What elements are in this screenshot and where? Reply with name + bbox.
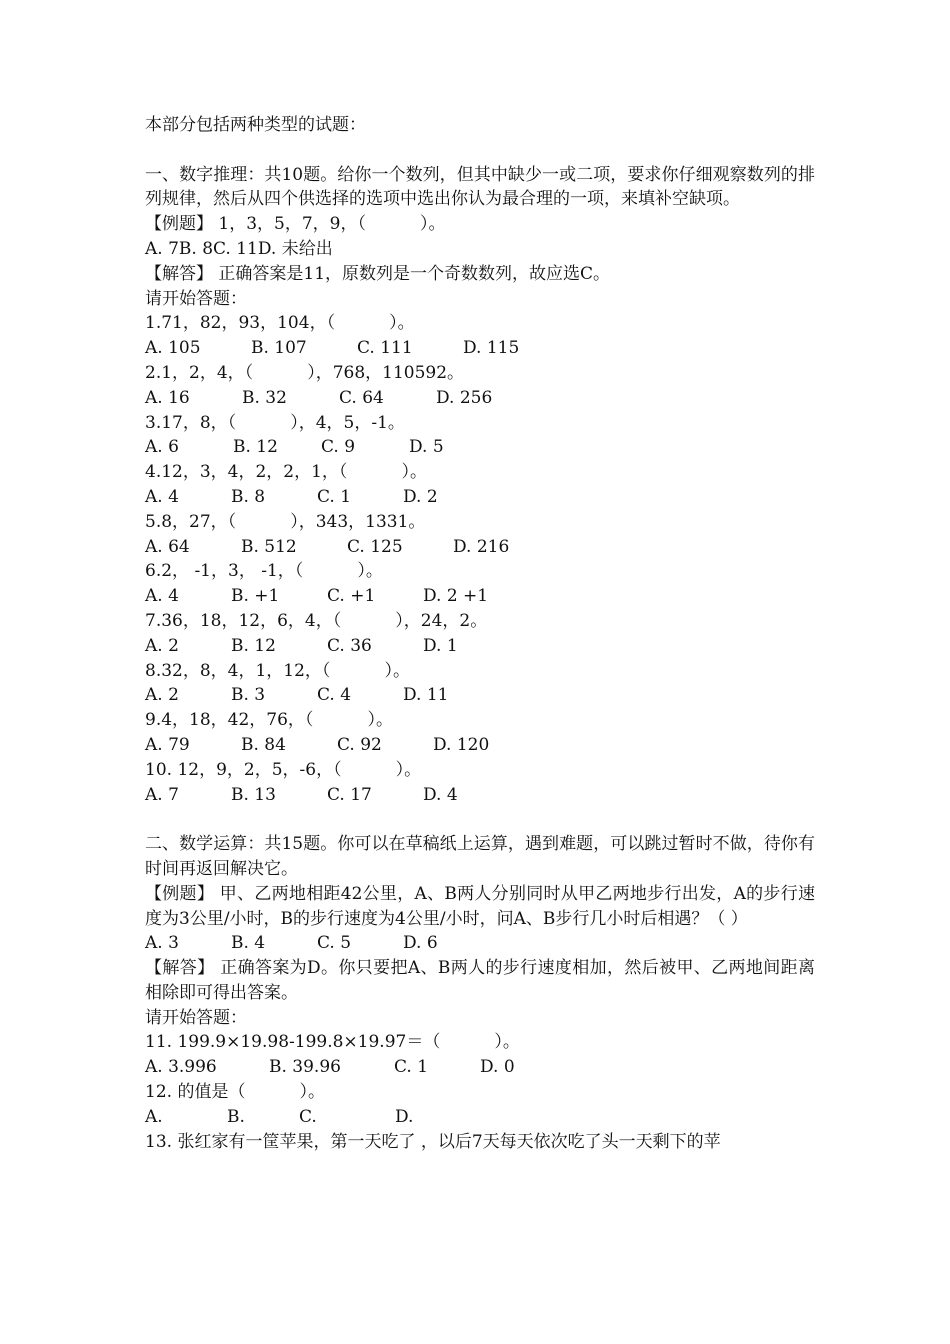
section1-heading: 一、数字推理：共10题。给你一个数列，但其中缺少一或二项，要求你仔细观察数列的排列规律，然后从四个供选择的选项中选出你认为最合理的一项，来填补空缺项。 — [145, 164, 815, 210]
question: 5.8，27，（ ），343，1331。 — [145, 511, 426, 532]
option-c: C. 1 — [394, 1057, 429, 1078]
option-a: A. 2 — [145, 635, 179, 656]
option-c: C. 92 — [337, 734, 382, 755]
option-b: B. 8 — [231, 486, 266, 507]
option-a: A. 3 — [145, 933, 179, 954]
question-list — [145, 311, 815, 807]
option-a: A. 6 — [145, 437, 179, 458]
option-d: D. 120 — [433, 734, 490, 755]
section1-example: 【例题】 1，3，5，7，9，（ ）。 — [145, 214, 446, 235]
options-row — [145, 386, 815, 411]
option-d: D. 4 — [423, 784, 458, 805]
option-b: B. 39.96 — [269, 1057, 341, 1078]
options-row — [145, 783, 815, 808]
spacer — [145, 138, 815, 163]
option-a: A. 4 — [145, 486, 179, 507]
options-row — [145, 535, 815, 560]
option-b: B. 512 — [241, 536, 297, 557]
option-c: C. 17 — [327, 784, 372, 805]
option-b: B. 3 — [231, 685, 266, 706]
option-b: B. 84 — [241, 734, 286, 755]
option-a: A. — [145, 1106, 163, 1127]
question: 8.32，8，4，1，12，（ ）。 — [145, 660, 410, 681]
section1-answer: 【解答】 正确答案是11，原数列是一个奇数数列，故应选C。 — [145, 263, 611, 284]
option-a: A. 4 — [145, 586, 179, 607]
option-b: B. 12 — [233, 437, 278, 458]
question: 12. 的值是（ ）。 — [145, 1082, 325, 1103]
options-row — [145, 1055, 815, 1080]
option-d: D. 216 — [453, 536, 510, 557]
option-b: B. — [227, 1106, 245, 1127]
question: 6.2， -1，3， -1，（ ）。 — [145, 561, 383, 582]
question: 10. 12，9，2，5，-6，（ ）。 — [145, 759, 422, 780]
options-row — [145, 435, 815, 460]
option-c: C. — [299, 1106, 317, 1127]
question: 2.1，2，4，（ ），768，110592。 — [145, 362, 465, 383]
option-a: A. 64 — [145, 536, 190, 557]
spacer — [145, 807, 815, 832]
option-d: D. 5 — [409, 437, 444, 458]
option-a: A. 16 — [145, 387, 190, 408]
option-b: B. 13 — [231, 784, 276, 805]
option-b: B. 12 — [231, 635, 276, 656]
option-d: D. 256 — [436, 387, 493, 408]
option-c: C. 36 — [327, 635, 372, 656]
options-row — [145, 634, 815, 659]
option-b: B. 107 — [251, 338, 307, 359]
option-d: D. 2 — [403, 486, 438, 507]
section1-start: 请开始答题： — [145, 288, 247, 309]
option-d: D. 0 — [480, 1057, 515, 1078]
option-c: C. 64 — [339, 387, 384, 408]
option-b: B. +1 — [231, 586, 280, 607]
intro-text: 本部分包括两种类型的试题： — [145, 115, 366, 135]
options-row — [145, 1105, 815, 1130]
option-c: C. 9 — [321, 437, 356, 458]
section2-answer: 【解答】 正确答案为D。你只要把A、B两人的步行速度相加，然后被甲、乙两地间距离相除即可得出答案。 — [145, 958, 815, 1003]
section2-heading: 二、数学运算：共15题。你可以在草稿纸上运算，遇到难题，可以跳过暂时不做，待你有时间再返回解决它。 — [145, 834, 815, 879]
question: 3.17，8，（ ），4，5，-1。 — [145, 412, 405, 433]
option-a: A. 2 — [145, 685, 179, 706]
option-d: D. 115 — [463, 338, 520, 359]
question: 9.4，18，42，76，（ ）。 — [145, 710, 393, 731]
option-a: A. 3.996 — [145, 1057, 217, 1078]
options-row — [145, 683, 815, 708]
options-row — [145, 485, 815, 510]
document-page — [145, 113, 815, 1154]
option-b: B. 32 — [242, 387, 287, 408]
question: 4.12，3，4，2，2，1，（ ）。 — [145, 462, 427, 483]
option-c: C. +1 — [327, 586, 376, 607]
section2-start: 请开始答题： — [145, 1007, 247, 1028]
section2-example: 【例题】 甲、乙两地相距42公里，A、B两人分别同时从甲乙两地步行出发，A的步行速度为3公里/小时，B的步行速度为4公里/小时，问A、B步行几小时后相遇？（ ） — [145, 883, 815, 929]
option-d: D. — [395, 1106, 414, 1127]
option-d: D. 6 — [403, 933, 438, 954]
option-d: D. 2 +1 — [423, 586, 489, 607]
option-a: A. 105 — [145, 338, 201, 359]
option-d: D. 1 — [423, 635, 458, 656]
option-d: D. 11 — [403, 685, 449, 706]
option-c: C. 4 — [317, 685, 352, 706]
option-c: C. 1 — [317, 486, 352, 507]
option-a: A. 79 — [145, 734, 190, 755]
options-row — [145, 733, 815, 758]
section1-example-options: A. 7B. 8C. 11D. 未给出 — [145, 238, 333, 259]
question: 13. 张红家有一筐苹果，第一天吃了 ，以后7天每天依次吃了头一天剩下的苹 — [145, 1131, 721, 1152]
question: 1.71，82，93，104，（ ）。 — [145, 313, 415, 334]
options-row — [145, 336, 815, 361]
question: 11. 199.9×19.98-199.8×19.97＝（ ）。 — [145, 1032, 520, 1053]
options-row — [145, 584, 815, 609]
option-b: B. 4 — [231, 933, 266, 954]
section2-example-options — [145, 931, 815, 956]
option-c: C. 5 — [317, 933, 352, 954]
option-c: C. 111 — [357, 338, 413, 359]
option-c: C. 125 — [347, 536, 403, 557]
question: 7.36，18，12，6，4，（ ），24，2。 — [145, 610, 488, 631]
option-a: A. 7 — [145, 784, 179, 805]
